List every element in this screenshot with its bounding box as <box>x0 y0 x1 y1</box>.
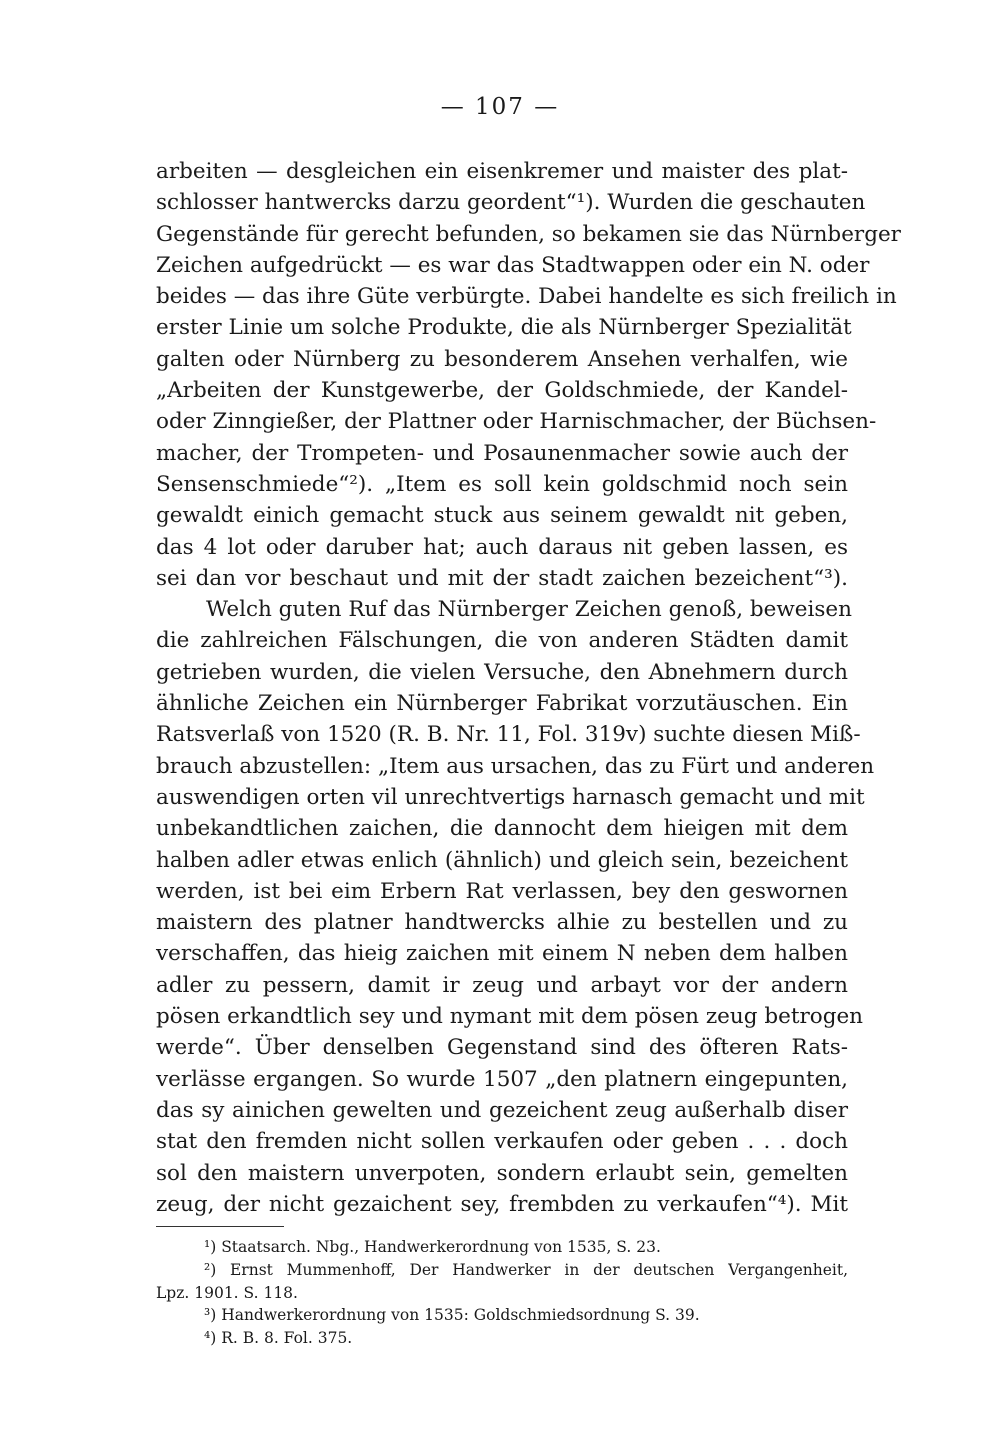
text-line: zeug, der nicht gezaichent sey, frembden zu verkaufen“⁴). Mit <box>156 1191 848 1217</box>
text-line: unbekandtlichen zaichen, die dannocht dem hieigen mit dem <box>156 816 848 842</box>
text-line: „Arbeiten der Kunstgewerbe, der Goldschmiede, der Kandel- <box>156 378 848 404</box>
text-line: verschaffen, das hieig zaichen mit einem N neben dem halben <box>156 941 848 967</box>
body-text <box>156 156 901 1220</box>
text-line: brauch abzustellen: „Item aus ursachen, das zu Fürt und anderen <box>156 753 875 779</box>
footnote-3: ³) Handwerkerordnung von 1535: Goldschmiedsordnung S. 39. <box>204 1306 700 1325</box>
text-line: erster Linie um solche Produkte, die als Nürnberger Spezialität <box>156 315 852 341</box>
text-line: Gegenstände für gerecht befunden, so bekamen sie das Nürnberger <box>156 221 901 247</box>
text-line: Sensenschmiede“²). „Item es soll kein goldschmid noch sein <box>156 471 848 497</box>
text-line: Zeichen aufgedrückt — es war das Stadtwappen oder ein N. oder <box>156 252 870 278</box>
text-line: Ratsverlaß von 1520 (R. B. Nr. 11, Fol. 319v) suchte diesen Miß- <box>156 722 861 748</box>
text-line: das sy ainichen gewelten und gezeichent zeug außerhalb diser <box>156 1097 848 1123</box>
text-line: stat den fremden nicht sollen verkaufen oder geben . . . doch <box>156 1129 848 1155</box>
text-line: Welch guten Ruf das Nürnberger Zeichen genoß, beweisen <box>206 597 852 623</box>
text-line: die zahlreichen Fälschungen, die von anderen Städten damit <box>156 628 848 654</box>
text-line: galten oder Nürnberg zu besonderem Ansehen verhalfen, wie <box>156 346 848 372</box>
text-line: verlässe ergangen. So wurde 1507 „den platnern eingepunten, <box>156 1066 848 1092</box>
text-line: adler zu pessern, damit ir zeug und arbayt vor der andern <box>156 972 848 998</box>
footnotes <box>156 1236 848 1350</box>
text-line: schlosser hantwercks darzu geordent“¹). Wurden die geschauten <box>156 190 866 216</box>
text-line: macher, der Trompeten- und Posaunenmacher sowie auch der <box>156 440 848 466</box>
text-line: arbeiten — desgleichen ein eisenkremer und maister des plat- <box>156 159 848 184</box>
footnote-2: ²) Ernst Mummenhoff, Der Handwerker in der deutschen Vergangenheit, <box>204 1260 848 1279</box>
text-line: maistern des platner handtwercks alhie zu bestellen und zu <box>156 910 848 936</box>
page-number: — 107 — <box>440 94 560 120</box>
footnote-1: ¹) Staatsarch. Nbg., Handwerkerordnung von 1535, S. 23. <box>204 1238 661 1256</box>
text-line: auswendigen orten vil unrechtvertigs harnasch gemacht und mit <box>156 784 865 810</box>
footnote-4: ⁴) R. B. 8. Fol. 375. <box>204 1329 353 1348</box>
footnote-divider <box>156 1226 284 1227</box>
text-line: werde“. Über denselben Gegenstand sind des öfteren Rats- <box>156 1035 848 1061</box>
text-line: getrieben wurden, die vielen Versuche, den Abnehmern durch <box>156 659 848 685</box>
text-line: oder Zinngießer, der Plattner oder Harnischmacher, der Büchsen- <box>156 409 877 435</box>
text-line: das 4 lot oder daruber hat; auch daraus nit geben lassen, es <box>156 534 848 560</box>
footnote-2-continuation: Lpz. 1901. S. 118. <box>156 1283 298 1302</box>
text-line: sol den maistern unverpoten, sondern erlaubt sein, gemelten <box>156 1160 848 1186</box>
text-line: beides — das ihre Güte verbürgte. Dabei handelte es sich freilich in <box>156 284 897 310</box>
text-line: gewaldt einich gemacht stuck aus seinem gewaldt nit geben, <box>156 503 848 529</box>
text-line: sei dan vor beschaut und mit der stadt zaichen bezeichent“³). <box>156 565 848 591</box>
text-line: pösen erkandtlich sey und nymant mit dem pösen zeug betrogen <box>156 1004 864 1030</box>
text-line: werden, ist bei eim Erbern Rat verlassen, bey den geswornen <box>156 878 848 904</box>
text-line: ähnliche Zeichen ein Nürnberger Fabrikat vorzutäuschen. Ein <box>156 691 848 717</box>
text-line: halben adler etwas enlich (ähnlich) und gleich sein, bezeichent <box>156 847 848 873</box>
